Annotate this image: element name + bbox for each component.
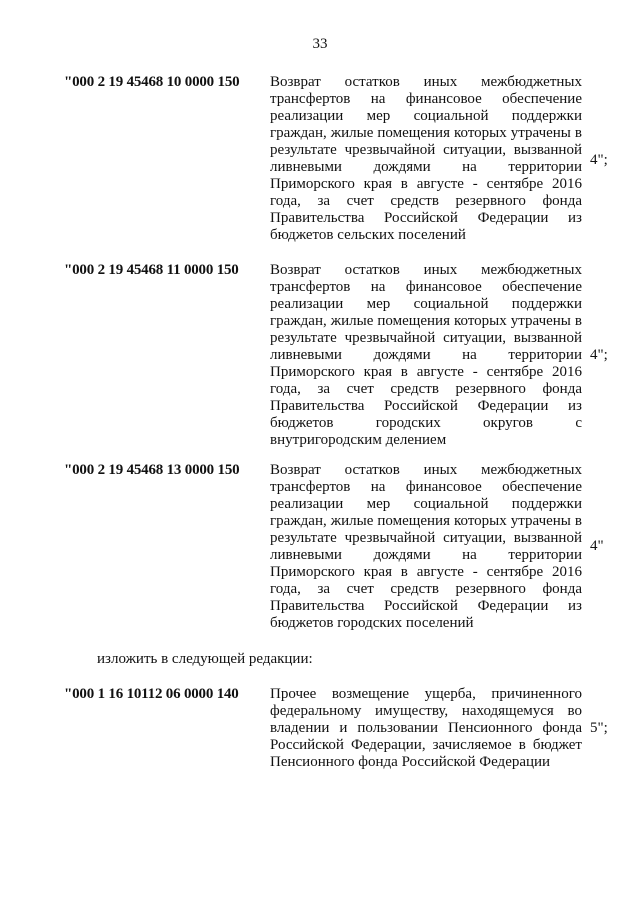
description-line: трансфертов на финансовое обеспечение: [270, 279, 582, 295]
description-line: Возврат остатков иных межбюджетных: [270, 74, 582, 90]
page-number: 33: [312, 36, 328, 52]
entry-description: [270, 462, 582, 632]
description-line: Правительства Российской Федерации из: [270, 598, 582, 614]
description-line: Возврат остатков иных межбюджетных: [270, 262, 582, 278]
description-line: результате чрезвычайной ситуации, вызванной: [270, 142, 582, 158]
description-line: реализации мер социальной поддержки: [270, 496, 582, 512]
description-line: владении и пользовании Пенсионного фонда: [270, 720, 582, 736]
description-line: реализации мер социальной поддержки: [270, 108, 582, 124]
column-value: 4";: [590, 347, 608, 363]
description-line: граждан, жилые помещения которых утрачены в: [270, 513, 582, 529]
description-line: ливневыми дождями на территории: [270, 347, 582, 363]
description-line: Правительства Российской Федерации из: [270, 210, 582, 226]
description-line: результате чрезвычайной ситуации, вызванной: [270, 530, 582, 546]
description-line: внутригородским делением: [270, 432, 447, 448]
description-line: года, за счет средств резервного фонда: [270, 381, 582, 397]
description-line: Приморского края в августе - сентябре 2016: [270, 364, 582, 380]
budget-code: "000 1 16 10112 06 0000 140: [64, 686, 239, 702]
description-line: года, за счет средств резервного фонда: [270, 193, 582, 209]
amendment-intro: изложить в следующей редакции:: [97, 651, 313, 667]
budget-code: "000 2 19 45468 13 0000 150: [64, 462, 240, 478]
description-line: федеральному имуществу, находящемуся во: [270, 703, 582, 719]
description-line: трансфертов на финансовое обеспечение: [270, 91, 582, 107]
description-line: Прочее возмещение ущерба, причиненного: [270, 686, 582, 702]
description-line: Возврат остатков иных межбюджетных: [270, 462, 582, 478]
budget-code: "000 2 19 45468 10 0000 150: [64, 74, 240, 90]
description-line: результате чрезвычайной ситуации, вызванной: [270, 330, 582, 346]
description-line: бюджетов городских округов с: [270, 415, 582, 431]
column-value: 4";: [590, 152, 608, 168]
description-line: граждан, жилые помещения которых утрачены в: [270, 125, 582, 141]
description-line: Пенсионного фонда Российской Федерации: [270, 754, 551, 770]
description-line: бюджетов городских поселений: [270, 615, 474, 631]
description-line: реализации мер социальной поддержки: [270, 296, 582, 312]
entry-description: [270, 262, 582, 449]
description-line: граждан, жилые помещения которых утрачены в: [270, 313, 582, 329]
description-line: Правительства Российской Федерации из: [270, 398, 582, 414]
description-line: бюджетов сельских поселений: [270, 227, 466, 243]
column-value: 4": [590, 538, 604, 554]
description-line: Российской Федерации, зачисляемое в бюджет: [270, 737, 582, 753]
entry-description: [270, 686, 582, 771]
description-line: года, за счет средств резервного фонда: [270, 581, 582, 597]
budget-code: "000 2 19 45468 11 0000 150: [64, 262, 239, 278]
entry-description: [270, 74, 582, 244]
description-line: Приморского края в августе - сентябре 2016: [270, 176, 582, 192]
description-line: ливневыми дождями на территории: [270, 159, 582, 175]
description-line: ливневыми дождями на территории: [270, 547, 582, 563]
description-line: Приморского края в августе - сентябре 2016: [270, 564, 582, 580]
column-value: 5";: [590, 720, 608, 736]
description-line: трансфертов на финансовое обеспечение: [270, 479, 582, 495]
